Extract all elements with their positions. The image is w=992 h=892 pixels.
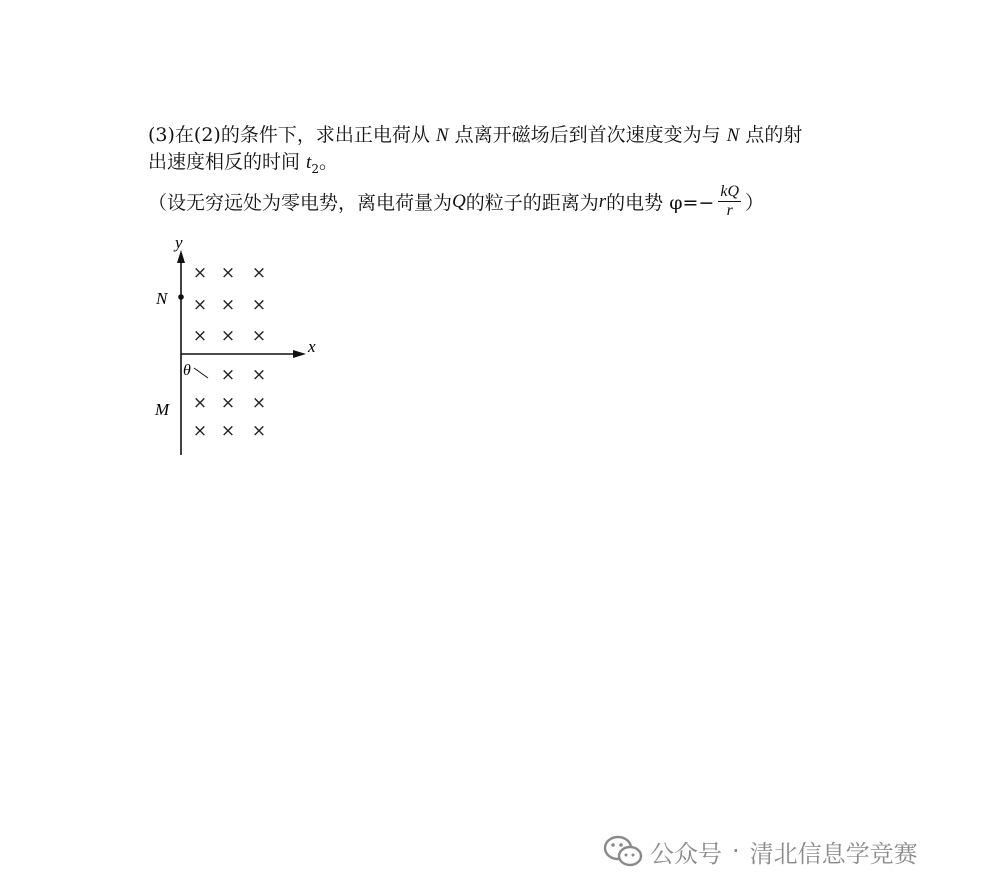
- field-cross: ×: [192, 263, 208, 283]
- point-N: [178, 294, 184, 300]
- field-cross: ×: [251, 365, 267, 385]
- field-cross: ×: [220, 263, 236, 283]
- charge-symbol: Q: [452, 190, 466, 212]
- question-line-1: [148, 122, 848, 149]
- field-cross: ×: [251, 263, 267, 283]
- time-subscript: 2: [311, 161, 319, 176]
- watermark-account-label: 公众号: [650, 839, 722, 868]
- watermark-separator: ·: [732, 837, 740, 865]
- hint-segment: 的电势 φ=−: [606, 192, 715, 214]
- field-cross: ×: [220, 421, 236, 441]
- question-segment: 点的射: [739, 124, 803, 146]
- field-cross: ×: [220, 326, 236, 346]
- x-axis-label: x: [308, 337, 316, 356]
- point-N-ref: N: [435, 125, 449, 146]
- hint-segment: ）: [745, 192, 765, 214]
- point-M-label: M: [155, 400, 170, 419]
- field-cross-grid: [193, 263, 266, 441]
- question-text: [148, 122, 848, 182]
- question-segment: (3)在(2)的条件下，求出正电荷从: [148, 124, 436, 146]
- field-cross: ×: [251, 295, 267, 315]
- angle-theta-label: θ: [183, 362, 191, 379]
- field-cross: ×: [251, 421, 267, 441]
- field-cross: ×: [251, 393, 267, 413]
- x-axis-arrow: [293, 350, 306, 358]
- hint-line: [148, 183, 764, 220]
- y-axis-label: y: [175, 233, 183, 252]
- wechat-icon: [602, 832, 644, 870]
- question-segment: 。: [318, 151, 338, 173]
- field-cross: ×: [192, 295, 208, 315]
- field-cross: ×: [192, 326, 208, 346]
- fraction-denominator: r: [726, 202, 733, 219]
- field-cross: ×: [251, 326, 267, 346]
- field-cross: ×: [220, 393, 236, 413]
- question-line-2: [148, 149, 848, 182]
- field-cross: ×: [192, 393, 208, 413]
- field-cross: ×: [192, 421, 208, 441]
- point-N-ref: N: [726, 125, 740, 146]
- distance-symbol: r: [598, 190, 607, 212]
- field-cross: ×: [220, 365, 236, 385]
- question-segment: 点离开磁场后到首次速度变为与: [448, 124, 727, 146]
- magnetic-field-diagram: [150, 230, 340, 465]
- fraction-numerator: kQ: [720, 183, 740, 200]
- hint-segment: 的粒子的距离为: [465, 192, 599, 214]
- watermark: [602, 832, 918, 870]
- watermark-account-name: 清北信息学竞赛: [749, 839, 918, 868]
- potential-fraction: [718, 183, 741, 220]
- hint-segment: （设无穷远处为零电势，离电荷量为: [148, 192, 453, 214]
- field-cross: ×: [220, 295, 236, 315]
- point-N-label: N: [156, 289, 168, 308]
- velocity-direction-mark: [194, 368, 208, 378]
- time-symbol: t: [306, 152, 312, 173]
- question-segment: 出速度相反的时间: [148, 151, 307, 173]
